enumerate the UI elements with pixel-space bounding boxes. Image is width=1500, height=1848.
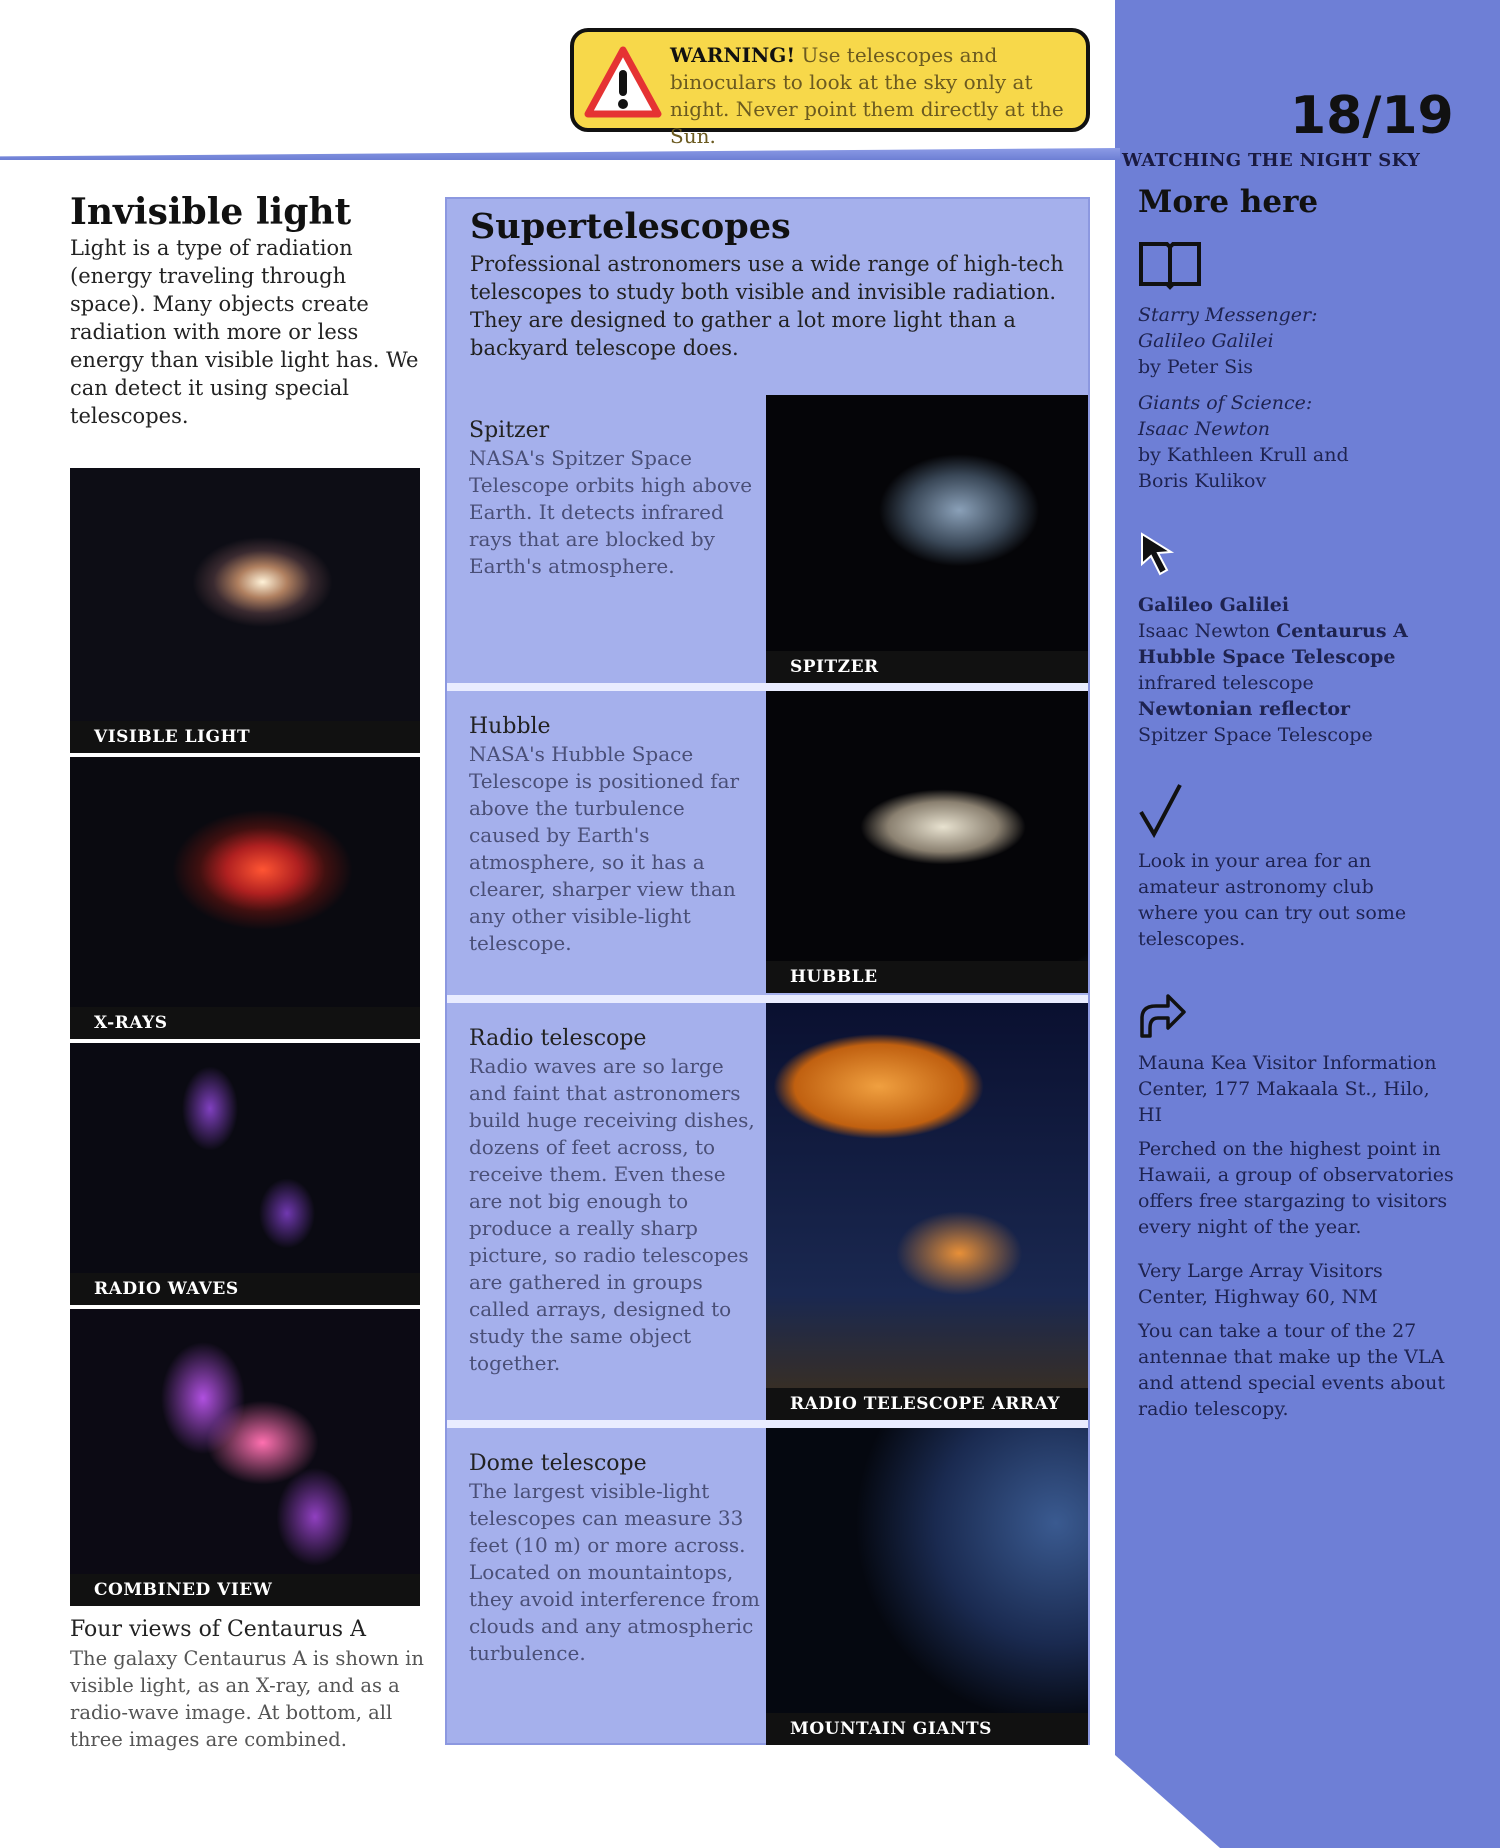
book-2 bbox=[1138, 390, 1358, 494]
image-label: SPITZER bbox=[766, 651, 1088, 683]
image-label: RADIO WAVES bbox=[70, 1273, 420, 1305]
row-title: Spitzer bbox=[469, 418, 550, 443]
image-label: HUBBLE bbox=[766, 961, 1088, 993]
image-radio-telescope-array bbox=[766, 1003, 1088, 1420]
place-1-name: Mauna Kea Visitor Information Center, 177 Makaala St., Hilo, HI bbox=[1138, 1052, 1437, 1126]
book-title: Giants of Science: Isaac Newton bbox=[1138, 392, 1313, 440]
image-label: VISIBLE LIGHT bbox=[70, 721, 420, 753]
invisible-light-title: Invisible light bbox=[70, 191, 352, 233]
image-hubble bbox=[766, 691, 1088, 993]
row-divider bbox=[447, 1420, 1088, 1428]
warning-triangle-icon bbox=[584, 46, 662, 118]
warning-label: WARNING! bbox=[670, 43, 796, 67]
image-visible-light bbox=[70, 468, 420, 753]
more-here-sidebar bbox=[1138, 182, 1490, 1422]
book-1 bbox=[1138, 302, 1358, 380]
warning-text: Use telescopes and binoculars to look at the sky only at night. Never point them directly at the Sun. bbox=[670, 43, 1064, 148]
checkmark-icon bbox=[1138, 782, 1184, 838]
row-text: NASA's Hubble Space Telescope is positioned far above the turbulence caused by Earth's atmosphere, so it has a clearer, sharper view than any other visible-light telescope. bbox=[469, 742, 740, 955]
row-divider bbox=[447, 995, 1088, 1003]
supertelescopes-body: Professional astronomers use a wide range of high-tech telescopes to study both visible and invisible radiation. They are designed to gather a lot more light than a backyard telescope does. bbox=[470, 252, 1064, 360]
section-title: WATCHING THE NIGHT SKY bbox=[1122, 150, 1421, 171]
header-stripe bbox=[0, 148, 1120, 160]
row-divider bbox=[447, 683, 1088, 691]
share-arrow-icon bbox=[1138, 988, 1188, 1040]
book-author: by Peter Sis bbox=[1138, 356, 1253, 378]
row-title: Hubble bbox=[469, 714, 551, 739]
row-text: Radio waves are so large and faint that astronomers build huge receiving dishes, dozens of feet across, to receive them. Even these are not big enough to produce a really sharp picture, so radio telescopes are gathered in groups called arrays, designed to study the same object together. bbox=[469, 1054, 755, 1375]
more-here-title: More here bbox=[1138, 184, 1319, 220]
telescope-row-spitzer bbox=[447, 395, 1088, 683]
place-1-desc: Perched on the highest point in Hawaii, a group of observatories offers free stargazing to visitors every night of the year. bbox=[1138, 1138, 1454, 1238]
image-radio-waves bbox=[70, 1043, 420, 1305]
cursor-arrow-icon bbox=[1138, 530, 1182, 580]
place-2-name: Very Large Array Visitors Center, Highway 60, NM bbox=[1138, 1260, 1383, 1308]
telescope-row-radio bbox=[447, 1003, 1088, 1420]
row-title: Dome telescope bbox=[469, 1451, 647, 1476]
image-combined-view bbox=[70, 1309, 420, 1606]
page-numbers: 18/19 bbox=[1290, 86, 1454, 146]
keyword[interactable]: Hubble Space Telescope bbox=[1138, 646, 1396, 668]
invisible-light-body: Light is a type of radiation (energy traveling through space). Many objects create radiation with more or less energy than visible light has. We can detect it using special telescopes. bbox=[70, 236, 419, 428]
image-label: RADIO TELESCOPE ARRAY bbox=[766, 1388, 1088, 1420]
book-icon bbox=[1138, 240, 1202, 290]
keyword[interactable]: Newtonian reflector bbox=[1138, 698, 1351, 720]
supertelescopes-title: Supertelescopes bbox=[470, 206, 791, 247]
row-title: Radio telescope bbox=[469, 1026, 647, 1051]
image-label: X-RAYS bbox=[70, 1007, 420, 1039]
row-text: The largest visible-light telescopes can measure 33 feet (10 m) or more across. Located on mountaintops, they avoid interference from clouds and any atmospheric turbulence. bbox=[469, 1479, 760, 1665]
image-mountain-giants bbox=[766, 1428, 1088, 1745]
centaurus-caption-title: Four views of Centaurus A bbox=[70, 1617, 366, 1642]
image-x-rays bbox=[70, 757, 420, 1039]
warning-box bbox=[570, 28, 1090, 148]
book-title: Starry Messenger: Galileo Galilei bbox=[1138, 304, 1318, 352]
image-spitzer bbox=[766, 395, 1088, 683]
keyword[interactable]: Spitzer Space Telescope bbox=[1138, 724, 1373, 746]
tip-text: Look in your area for an amateur astronomy club where you can try out some telescopes. bbox=[1138, 850, 1407, 950]
keyword[interactable]: Isaac Newton bbox=[1138, 620, 1271, 642]
invisible-light-block bbox=[70, 190, 425, 430]
centaurus-caption: The galaxy Centaurus A is shown in visible light, as an X-ray, and as a radio-wave image. At bottom, all three images are combined. bbox=[70, 1647, 424, 1751]
book-author: by Kathleen Krull and Boris Kulikov bbox=[1138, 444, 1349, 492]
row-text: NASA's Spitzer Space Telescope orbits high above Earth. It detects infrared rays that are blocked by Earth's atmosphere. bbox=[469, 446, 753, 578]
telescope-row-dome bbox=[447, 1428, 1088, 1745]
image-label: COMBINED VIEW bbox=[70, 1574, 420, 1606]
keyword[interactable]: Centaurus A bbox=[1276, 620, 1408, 642]
keyword-list bbox=[1138, 592, 1490, 748]
image-label: MOUNTAIN GIANTS bbox=[766, 1713, 1088, 1745]
keyword[interactable]: Galileo Galilei bbox=[1138, 594, 1290, 616]
telescope-row-hubble bbox=[447, 691, 1088, 993]
keyword[interactable]: infrared telescope bbox=[1138, 672, 1314, 694]
place-2-desc: You can take a tour of the 27 antennae that make up the VLA and attend special events about radio telescopy. bbox=[1138, 1320, 1446, 1420]
